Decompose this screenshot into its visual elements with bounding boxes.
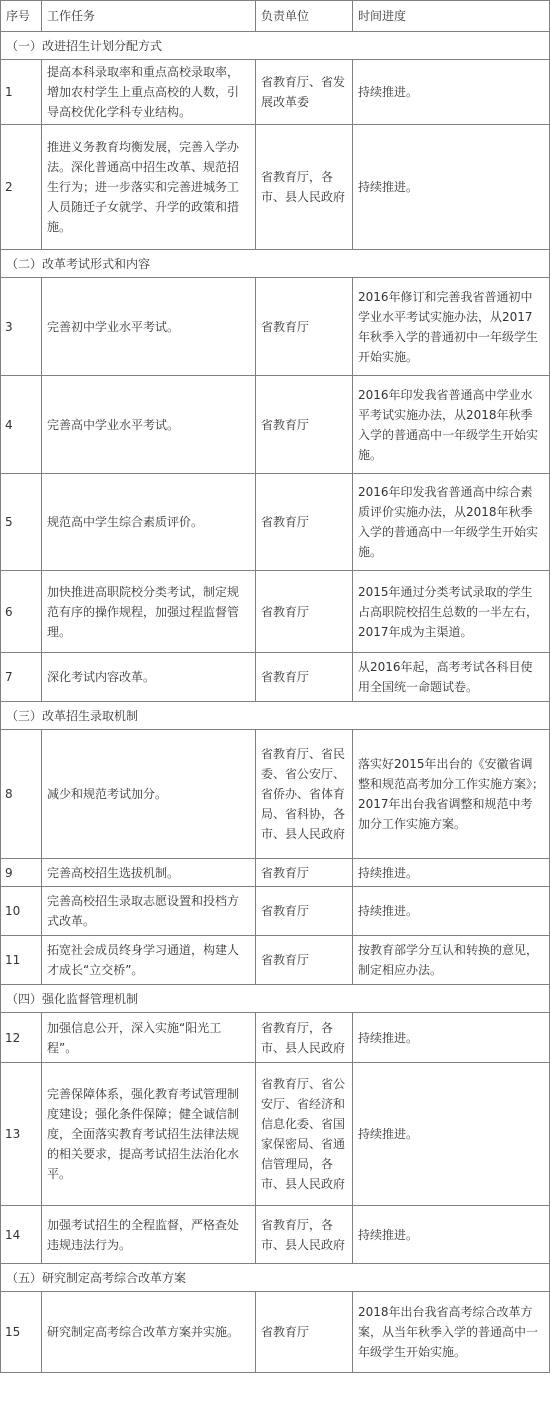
- table-row: [1, 1013, 550, 1063]
- table-row: [1, 571, 550, 653]
- table-row: [1, 936, 550, 985]
- header-task: 工作任务: [42, 1, 256, 32]
- row-number: 3: [1, 278, 42, 376]
- unit-cell: 省教育厅、省公安厅、省经济和信息化委、省国家保密局、省通信管理局，各市、县人民政府: [256, 1063, 353, 1206]
- section-title: （三）改革招生录取机制: [1, 702, 550, 730]
- table-body: [1, 32, 550, 1373]
- time-cell: 2016年印发我省普通高中综合素质评价实施办法，从2018年秋季入学的普通高中一年级学生开始实施。: [353, 474, 550, 571]
- time-cell: 持续推进。: [353, 1206, 550, 1264]
- table-row: [1, 859, 550, 887]
- time-cell: 持续推进。: [353, 887, 550, 936]
- header-time: 时间进度: [353, 1, 550, 32]
- row-number: 11: [1, 936, 42, 985]
- row-number: 12: [1, 1013, 42, 1063]
- unit-cell: 省教育厅: [256, 571, 353, 653]
- task-cell: 完善高校招生录取志愿设置和投档方式改革。: [42, 887, 256, 936]
- table-row: [1, 474, 550, 571]
- table-row: [1, 1292, 550, 1373]
- unit-cell: 省教育厅: [256, 474, 353, 571]
- task-cell: 拓宽社会成员终身学习通道，构建人才成长“立交桥”。: [42, 936, 256, 985]
- table-row: [1, 730, 550, 859]
- row-number: 7: [1, 653, 42, 702]
- table-row: [1, 653, 550, 702]
- unit-cell: 省教育厅: [256, 278, 353, 376]
- unit-cell: 省教育厅: [256, 887, 353, 936]
- row-number: 2: [1, 125, 42, 250]
- header-row: [1, 1, 550, 32]
- unit-cell: 省教育厅，各市、县人民政府: [256, 125, 353, 250]
- section-row: [1, 250, 550, 278]
- time-cell: 落实好2015年出台的《安徽省调整和规范高考加分工作实施方案》；2017年出台我省调整和规范中考加分工作实施方案。: [353, 730, 550, 859]
- task-cell: 规范高中学生综合素质评价。: [42, 474, 256, 571]
- section-title: （二）改革考试形式和内容: [1, 250, 550, 278]
- table-row: [1, 278, 550, 376]
- row-number: 14: [1, 1206, 42, 1264]
- unit-cell: 省教育厅: [256, 1292, 353, 1373]
- task-cell: 完善保障体系，强化教育考试管理制度建设；强化条件保障；健全诚信制度，全面落实教育考试招生法律法规的相关要求，提高考试招生法治化水平。: [42, 1063, 256, 1206]
- task-cell: 推进义务教育均衡发展，完善入学办法。深化普通高中招生改革、规范招生行为；进一步落实和完善进城务工人员随迁子女就学、升学的政策和措施。: [42, 125, 256, 250]
- unit-cell: 省教育厅: [256, 859, 353, 887]
- task-cell: 完善初中学业水平考试。: [42, 278, 256, 376]
- row-number: 9: [1, 859, 42, 887]
- unit-cell: 省教育厅: [256, 376, 353, 474]
- section-title: （四）强化监督管理机制: [1, 985, 550, 1013]
- row-number: 4: [1, 376, 42, 474]
- header-unit: 负责单位: [256, 1, 353, 32]
- task-cell: 加强考试招生的全程监督，严格查处违规违法行为。: [42, 1206, 256, 1264]
- time-cell: 2016年印发我省普通高中学业水平考试实施办法，从2018年秋季入学的普通高中一年级学生开始实施。: [353, 376, 550, 474]
- time-cell: 持续推进。: [353, 1063, 550, 1206]
- unit-cell: 省教育厅、省民委、省公安厅、省侨办、省体育局、省科协，各市、县人民政府: [256, 730, 353, 859]
- table-row: [1, 376, 550, 474]
- row-number: 8: [1, 730, 42, 859]
- row-number: 6: [1, 571, 42, 653]
- table-row: [1, 887, 550, 936]
- row-number: 5: [1, 474, 42, 571]
- row-number: 10: [1, 887, 42, 936]
- time-cell: 持续推进。: [353, 1013, 550, 1063]
- section-row: [1, 1264, 550, 1292]
- section-title: （五）研究制定高考综合改革方案: [1, 1264, 550, 1292]
- time-cell: 持续推进。: [353, 125, 550, 250]
- header-no: 序号: [1, 1, 42, 32]
- time-cell: 2015年通过分类考试录取的学生占高职院校招生总数的一半左右，2017年成为主渠道。: [353, 571, 550, 653]
- table-row: [1, 1063, 550, 1206]
- time-cell: 持续推进。: [353, 60, 550, 125]
- unit-cell: 省教育厅，各市、县人民政府: [256, 1013, 353, 1063]
- section-title: （一）改进招生计划分配方式: [1, 32, 550, 60]
- task-cell: 减少和规范考试加分。: [42, 730, 256, 859]
- unit-cell: 省教育厅、省发展改革委: [256, 60, 353, 125]
- row-number: 15: [1, 1292, 42, 1373]
- task-cell: 加快推进高职院校分类考试，制定规范有序的操作规程，加强过程监督管理。: [42, 571, 256, 653]
- time-cell: 按教育部学分互认和转换的意见，制定相应办法。: [353, 936, 550, 985]
- time-cell: 2016年修订和完善我省普通初中学业水平考试实施办法，从2017年秋季入学的普通初中一年级学生开始实施。: [353, 278, 550, 376]
- time-cell: 从2016年起，高考考试各科目使用全国统一命题试卷。: [353, 653, 550, 702]
- unit-cell: 省教育厅: [256, 653, 353, 702]
- section-row: [1, 985, 550, 1013]
- table-row: [1, 60, 550, 125]
- task-cell: 完善高中学业水平考试。: [42, 376, 256, 474]
- task-cell: 提高本科录取率和重点高校录取率，增加农村学生上重点高校的人数，引导高校优化学科专业结构。: [42, 60, 256, 125]
- row-number: 13: [1, 1063, 42, 1206]
- table-row: [1, 1206, 550, 1264]
- time-cell: 2018年出台我省高考综合改革方案，从当年秋季入学的普通高中一年级学生开始实施。: [353, 1292, 550, 1373]
- section-row: [1, 702, 550, 730]
- task-cell: 加强信息公开，深入实施“阳光工程”。: [42, 1013, 256, 1063]
- row-number: 1: [1, 60, 42, 125]
- task-cell: 研究制定高考综合改革方案并实施。: [42, 1292, 256, 1373]
- task-cell: 深化考试内容改革。: [42, 653, 256, 702]
- table-row: [1, 125, 550, 250]
- time-cell: 持续推进。: [353, 859, 550, 887]
- section-row: [1, 32, 550, 60]
- unit-cell: 省教育厅: [256, 936, 353, 985]
- task-cell: 完善高校招生选拔机制。: [42, 859, 256, 887]
- unit-cell: 省教育厅，各市、县人民政府: [256, 1206, 353, 1264]
